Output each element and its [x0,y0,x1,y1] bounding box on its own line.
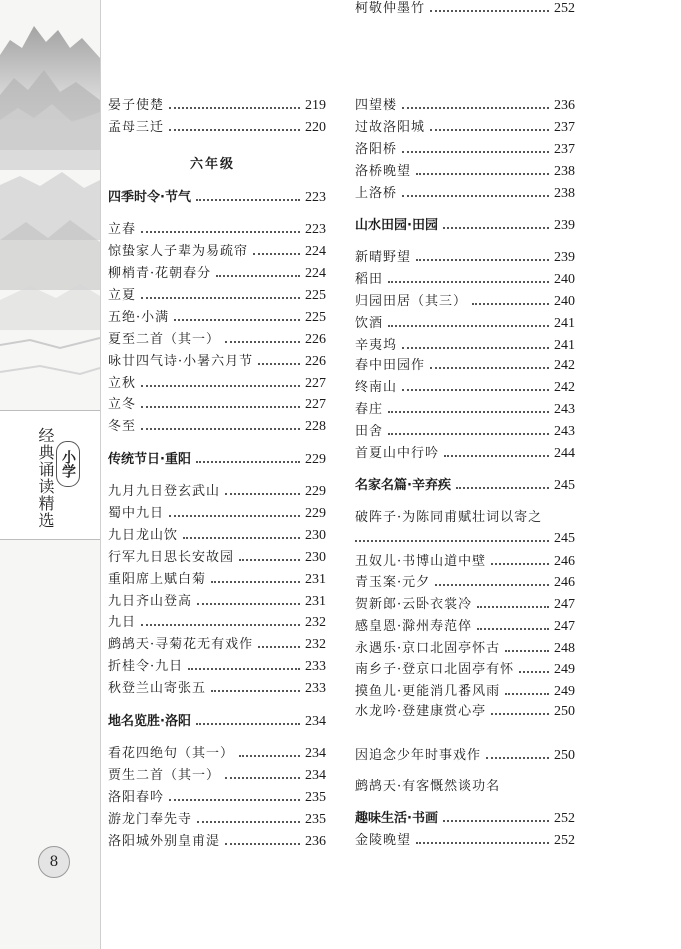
entry-page: 243 [554,402,575,417]
entry-title: 终南山 [355,380,398,395]
entry-title: 饮酒 [355,316,384,331]
entry-title: 五绝·小满 [108,310,170,325]
entry-page: 226 [305,332,326,347]
entry-page: 242 [554,380,575,395]
entry-page: 234 [305,746,326,761]
toc-entry[interactable] [108,571,326,589]
sidebar [0,0,101,949]
toc-entry[interactable] [108,265,326,283]
section-heading[interactable] [355,477,575,495]
dot-leader [472,302,549,305]
entry-page: 238 [554,164,575,179]
entry-page: 232 [305,615,326,630]
dot-leader [169,798,300,801]
entry-title: 趣味生活·书画 [355,811,438,826]
dot-leader [197,820,300,823]
entry-title: 九日龙山饮 [108,528,179,543]
entry-page: 232 [305,637,326,652]
entry-title: 洛阳春吟 [108,790,165,805]
dot-leader [258,645,300,648]
entry-title: 四季时令·节气 [108,190,191,205]
dot-leader [239,558,300,561]
dot-leader [174,318,300,321]
entry-title[interactable]: 鹧鸪天·有客慨然谈功名 [355,779,501,794]
dot-leader [444,454,549,457]
toc-entry[interactable] [108,767,326,785]
dot-leader [211,580,300,583]
entry-title: 首夏山中行吟 [355,446,440,461]
toc-entry[interactable] [108,331,326,349]
dot-leader [355,539,549,542]
toc-entry[interactable] [108,309,326,327]
toc-entry[interactable] [108,243,326,261]
entry-title: 晏子使楚 [108,98,165,113]
toc-entry[interactable] [108,119,326,137]
entry-title[interactable]: 破阵子·为陈同甫赋壮词以寄之 [355,510,543,525]
dot-leader [486,756,549,759]
grade-badge [56,441,80,487]
entry-title: 上洛桥 [355,186,398,201]
entry-page: 240 [554,294,575,309]
entry-page: 231 [305,572,326,587]
entry-title: 冬至 [108,419,137,434]
entry-page: 229 [305,484,326,499]
dot-leader [216,274,300,277]
dot-leader [141,230,300,233]
entry-page: 236 [554,98,575,113]
toc-entry[interactable] [108,97,326,115]
entry-page: 244 [554,446,575,461]
entry-title: 立夏 [108,288,137,303]
dot-leader [225,776,300,779]
toc-entry[interactable] [355,401,575,419]
entry-title: 柯敬仲墨竹 [355,1,426,16]
toc-entry[interactable] [108,614,326,632]
entry-page: 242 [554,358,575,373]
toc-entry[interactable] [355,97,575,115]
toc-entry[interactable] [355,423,575,441]
toc-entry[interactable] [108,636,326,654]
entry-title: 夏至二首（其一） [108,332,221,347]
toc-entry[interactable] [108,527,326,545]
toc-entry[interactable] [355,337,575,355]
entry-title: 蜀中九日 [108,506,165,521]
entry-page: 226 [305,354,326,369]
entry-title: 立春 [108,222,137,237]
dot-leader [456,486,549,489]
dot-leader [141,623,300,626]
toc-entry[interactable] [108,396,326,414]
entry-title: 惊蛰家人子辈为易疏帘 [108,244,249,259]
dot-leader [505,692,549,695]
entry-page: 239 [554,218,575,233]
grade-heading: 六年级 [190,157,236,172]
toc-entry[interactable] [355,661,575,679]
entry-page: 243 [554,424,575,439]
toc-entry[interactable] [108,593,326,611]
entry-title: 名家名篇·辛弃疾 [355,478,451,493]
dot-leader [141,384,300,387]
entry-page: 241 [554,316,575,331]
toc-entry[interactable] [355,163,575,181]
entry-page: 228 [305,419,326,434]
toc-entry[interactable] [355,185,575,203]
entry-page: 238 [554,186,575,201]
toc-entry[interactable] [355,293,575,311]
entry-page: 229 [305,506,326,521]
toc-entry[interactable] [108,549,326,567]
entry-page: 224 [305,266,326,281]
entry-page: 234 [305,768,326,783]
toc-entry[interactable] [355,703,575,721]
dot-leader [388,324,549,327]
toc-entry[interactable] [355,357,575,375]
dot-leader [196,198,300,201]
entry-title: 鹧鸪天·寻菊花无有戏作 [108,637,254,652]
book-title-block [0,410,100,540]
section-heading[interactable] [108,451,326,469]
toc-entry[interactable] [108,353,326,371]
entry-page: 237 [554,120,575,135]
toc-entry[interactable] [108,375,326,393]
entry-title: 水龙吟·登建康赏心亭 [355,704,487,719]
entry-title: 折桂令·九日 [108,659,184,674]
dot-leader [430,366,549,369]
dot-leader [491,562,549,565]
entry-page: 246 [554,554,575,569]
entry-title: 地名览胜·洛阳 [108,714,191,729]
entry-page: 229 [305,452,326,467]
toc-entry[interactable] [355,0,575,18]
entry-title: 春庄 [355,402,384,417]
dot-leader [477,605,549,608]
entry-title: 九日齐山登高 [108,594,193,609]
book-title: 经典诵读精选 [36,427,55,529]
entry-title: 传统节日·重阳 [108,452,191,467]
entry-page: 223 [305,222,326,237]
entry-title: 看花四绝句（其一） [108,746,235,761]
grade-badge-label: 小学 [60,450,76,478]
entry-title: 立秋 [108,376,137,391]
dot-leader [253,252,300,255]
dot-leader [402,346,549,349]
entry-page: 252 [554,811,575,826]
entry-page: 245 [554,478,575,493]
entry-title: 游龙门奉先寺 [108,812,193,827]
section-heading[interactable] [108,713,326,731]
entry-page: 249 [554,662,575,677]
entry-page: 250 [554,748,575,763]
entry-title: 立冬 [108,397,137,412]
entry-page: 234 [305,714,326,729]
toc-entry[interactable] [355,683,575,701]
toc-entry[interactable] [355,553,575,571]
entry-title: 九月九日登玄武山 [108,484,221,499]
entry-page: 247 [554,619,575,634]
dot-leader [225,340,300,343]
entry-title: 新晴野望 [355,250,412,265]
entry-title: 金陵晚望 [355,833,412,848]
dot-leader [402,388,549,391]
entry-title: 九日 [108,615,137,630]
entry-title: 归园田居（其三） [355,294,468,309]
dot-leader [239,754,300,757]
entry-title: 重阳席上赋白菊 [108,572,207,587]
dot-leader [430,128,549,131]
entry-title: 四望楼 [355,98,398,113]
entry-title: 稻田 [355,272,384,287]
entry-title: 春中田园作 [355,358,426,373]
entry-page: 240 [554,272,575,287]
dot-leader [188,667,300,670]
toc-entry-continuation[interactable] [355,530,575,548]
dot-leader [443,819,549,822]
toc-entry[interactable] [108,833,326,851]
entry-page: 239 [554,250,575,265]
entry-page: 233 [305,659,326,674]
entry-page: 249 [554,684,575,699]
entry-page: 245 [554,531,575,546]
entry-page: 225 [305,288,326,303]
dot-leader [225,842,300,845]
section-heading[interactable] [355,217,575,235]
toc-entry[interactable] [355,119,575,137]
toc-entry[interactable] [355,271,575,289]
dot-leader [402,150,549,153]
toc-entry[interactable] [355,141,575,159]
section-heading[interactable] [108,189,326,207]
entry-title: 柳梢青·花朝春分 [108,266,212,281]
entry-page: 227 [305,397,326,412]
entry-title: 贺新郎·云卧衣裳冷 [355,597,473,612]
dot-leader [388,432,549,435]
toc-entry[interactable] [355,596,575,614]
toc-entry[interactable] [108,658,326,676]
toc-entry[interactable] [108,287,326,305]
dot-leader [505,649,549,652]
toc-entry[interactable] [355,249,575,267]
toc-entry[interactable] [355,379,575,397]
toc-entry[interactable] [108,505,326,523]
entry-title: 洛桥晚望 [355,164,412,179]
dot-leader [388,410,549,413]
entry-page: 247 [554,597,575,612]
dot-leader [402,194,549,197]
entry-page: 220 [305,120,326,135]
entry-page: 250 [554,704,575,719]
entry-page: 230 [305,528,326,543]
entry-page: 246 [554,575,575,590]
toc-entry[interactable] [108,483,326,501]
entry-page: 252 [554,1,575,16]
dot-leader [211,689,300,692]
entry-page: 231 [305,594,326,609]
entry-page: 241 [554,338,575,353]
section-heading[interactable] [355,810,575,828]
entry-title: 田舍 [355,424,384,439]
entry-title: 秋登兰山寄张五 [108,681,207,696]
entry-title: 洛阳桥 [355,142,398,157]
entry-title: 摸鱼儿·更能消几番风雨 [355,684,501,699]
dot-leader [169,514,300,517]
entry-title-continued: 因追念少年时事戏作 [355,748,482,763]
toc-entry[interactable] [355,832,575,850]
dot-leader [196,722,300,725]
dot-leader [402,106,549,109]
entry-page: 230 [305,550,326,565]
toc-entry[interactable] [355,618,575,636]
entry-title: 丑奴儿·书博山道中壁 [355,554,487,569]
entry-page: 248 [554,641,575,656]
dot-leader [519,670,549,673]
entry-title: 洛阳城外别皇甫湜 [108,834,221,849]
dot-leader [416,172,549,175]
toc-entry[interactable] [355,640,575,658]
page-number: 8 [38,846,70,878]
landscape-painting [0,0,100,410]
dot-leader [477,627,549,630]
dot-leader [416,841,549,844]
entry-page: 236 [305,834,326,849]
dot-leader [197,602,300,605]
entry-page: 223 [305,190,326,205]
entry-title: 孟母三迁 [108,120,165,135]
entry-title: 山水田园·田园 [355,218,438,233]
entry-title: 贾生二首（其一） [108,768,221,783]
toc-entry[interactable] [355,445,575,463]
toc-entry[interactable] [108,811,326,829]
entry-title: 永遇乐·京口北固亭怀古 [355,641,501,656]
entry-page: 235 [305,812,326,827]
entry-title: 咏廿四气诗·小暑六月节 [108,354,254,369]
dot-leader [416,258,549,261]
entry-title: 辛夷坞 [355,338,398,353]
dot-leader [183,536,300,539]
dot-leader [435,583,549,586]
toc-entry[interactable] [355,315,575,333]
entry-title: 行军九日思长安故园 [108,550,235,565]
entry-page: 224 [305,244,326,259]
toc-entry[interactable] [108,745,326,763]
entry-page: 219 [305,98,326,113]
dot-leader [141,296,300,299]
toc-entry[interactable] [108,221,326,239]
dot-leader [196,460,300,463]
dot-leader [491,712,549,715]
entry-title: 青玉案·元夕 [355,575,431,590]
dot-leader [141,427,300,430]
entry-page: 233 [305,681,326,696]
dot-leader [430,9,549,12]
dot-leader [225,492,300,495]
entry-title: 感皇恩·滁州寿范倅 [355,619,473,634]
entry-page: 225 [305,310,326,325]
toc-entry-continuation[interactable] [355,747,575,765]
toc-entry[interactable] [108,789,326,807]
entry-page: 237 [554,142,575,157]
entry-page: 235 [305,790,326,805]
toc-entry[interactable] [108,418,326,436]
entry-page: 252 [554,833,575,848]
entry-title: 南乡子·登京口北固亭有怀 [355,662,515,677]
dot-leader [388,280,549,283]
dot-leader [169,128,300,131]
dot-leader [169,106,300,109]
toc-entry[interactable] [355,574,575,592]
dot-leader [258,362,300,365]
toc-entry[interactable] [108,680,326,698]
entry-page: 227 [305,376,326,391]
dot-leader [141,405,300,408]
dot-leader [443,226,549,229]
entry-title: 过故洛阳城 [355,120,426,135]
